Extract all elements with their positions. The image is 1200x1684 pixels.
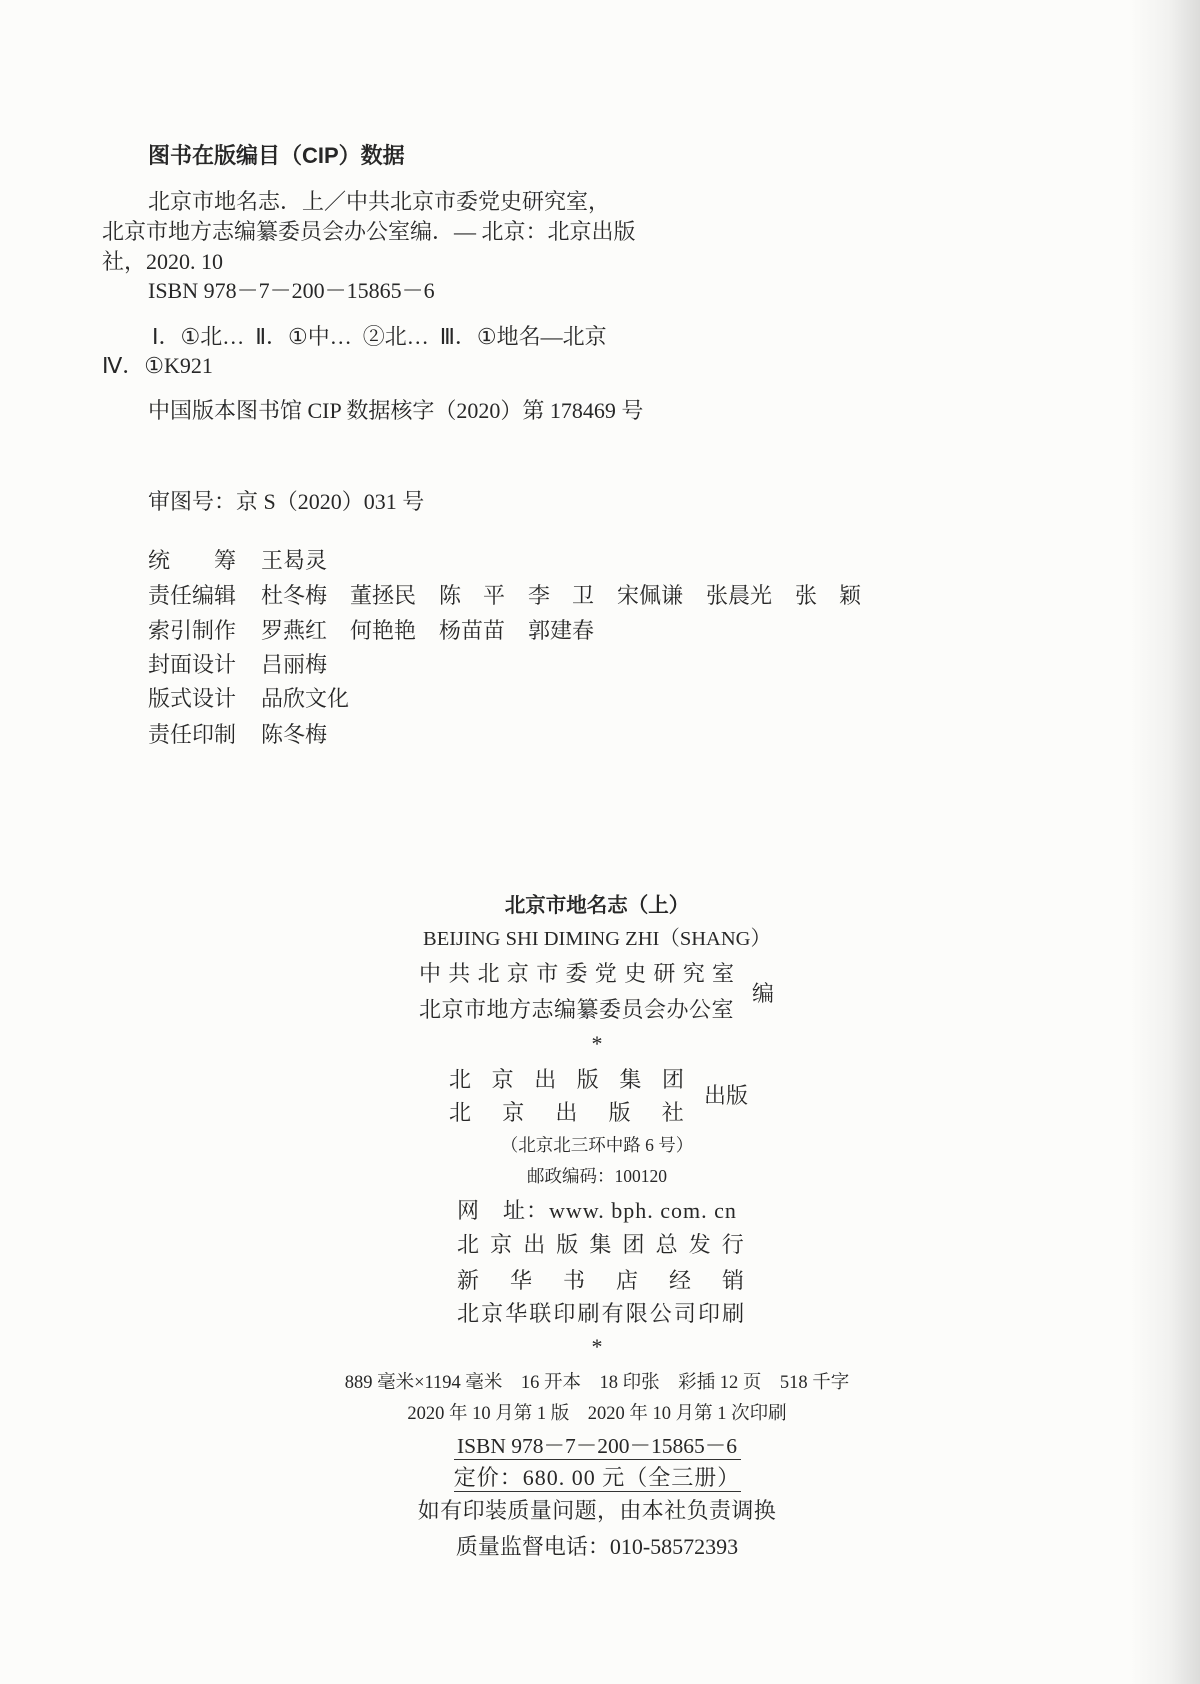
quality-notice: 如有印装质量问题，由本社负责调换: [417, 1498, 777, 1523]
publisher-role-label: 出版: [704, 1083, 749, 1108]
edition-info: 2020 年 10 月第 1 版 2020 年 10 月第 1 次印刷: [407, 1404, 787, 1424]
cip-entry-line: 北京市地名志．上／中共北京市委党史研究室，: [148, 189, 611, 214]
cip-classification-line: Ⅰ．①北… Ⅱ．①中… ②北… Ⅲ．①地名—北京: [152, 324, 607, 349]
staff-name: 品欣文化: [261, 686, 350, 711]
staff-name: 宋佩谦: [617, 583, 684, 608]
cip-classification-line: Ⅳ．①K921: [102, 353, 213, 378]
book-title: 北京市地名志（上）: [504, 894, 690, 917]
staff-name: 吕丽梅: [261, 652, 328, 677]
staff-names: [261, 581, 884, 611]
staff-names: [261, 616, 617, 646]
staff-row-printing: [0, 720, 1000, 750]
staff-row-cover-design: [0, 650, 1000, 680]
staff-name: 陈 平: [439, 583, 506, 608]
staff-role-label: 版式设计: [148, 686, 237, 711]
staff-row-layout-design: [0, 684, 1000, 714]
editor-name: 北京市地方志编纂委员会办公室: [419, 997, 735, 1022]
staff-name: 杨苗苗: [439, 618, 506, 643]
cip-heading: 图书在版编目（CIP）数据: [148, 143, 405, 168]
publisher-name: 北京出版社: [449, 1100, 716, 1125]
staff-names: [261, 650, 350, 680]
staff-name: 杜冬梅: [261, 583, 328, 608]
staff-row-editors: [0, 581, 1000, 611]
staff-name: 董拯民: [350, 583, 417, 608]
book-title-pinyin: BEIJING SHI DIMING ZHI（SHANG）: [423, 928, 771, 950]
staff-row-indexing: [0, 616, 1000, 646]
staff-name: 李 卫: [528, 583, 595, 608]
price-rule: [454, 1491, 741, 1492]
staff-name: 王曷灵: [261, 548, 328, 573]
editor-name: 中共北京市委党史研究室: [419, 961, 742, 986]
isbn: ISBN 978－7－200－15865－6: [456, 1434, 738, 1458]
staff-role-label: 责任编辑: [148, 583, 237, 608]
staff-role-label: 统 筹: [148, 548, 237, 573]
isbn-rule: [454, 1459, 741, 1460]
postcode: 邮政编码：100120: [527, 1166, 667, 1186]
staff-row-coordination: [0, 546, 1000, 576]
printer-line: 北京华联印刷有限公司印刷: [457, 1301, 747, 1326]
cip-entry-line: 北京市地方志编纂委员会办公室编．— 北京：北京出版: [102, 219, 636, 244]
map-approval-number: 审图号：京 S（2020）031 号: [148, 489, 425, 514]
staff-name: 张 颖: [795, 583, 862, 608]
staff-role-label: 封面设计: [148, 652, 237, 677]
staff-name: 张晨光: [706, 583, 773, 608]
sales-line: 新华书店经销: [457, 1268, 776, 1293]
price: 定价：680. 00 元（全三册）: [453, 1465, 741, 1490]
separator-asterisk: *: [591, 1334, 603, 1359]
staff-name: 陈冬梅: [261, 722, 328, 747]
cip-entry-line: 社，2020. 10: [102, 249, 224, 274]
quality-hotline: 质量监督电话：010-58572393: [455, 1534, 739, 1559]
format-specs: 889 毫米×1194 毫米 16 开本 18 印张 彩插 12 页 518 千字: [344, 1373, 850, 1393]
staff-names: [261, 720, 350, 750]
staff-name: 罗燕红: [261, 618, 328, 643]
separator-asterisk: *: [591, 1031, 603, 1056]
publisher-name: 北京出版集团: [449, 1067, 705, 1092]
cip-verification-number: 中国版本图书馆 CIP 数据核字（2020）第 178469 号: [148, 398, 644, 423]
website: 网 址：www. bph. com. cn: [457, 1198, 737, 1223]
staff-names: [261, 546, 350, 576]
distribution-line: 北京出版集团总发行: [457, 1232, 755, 1257]
staff-role-label: 责任印制: [148, 722, 237, 747]
staff-role-label: 索引制作: [148, 618, 237, 643]
editor-role-label: 编: [752, 981, 775, 1006]
publisher-address: （北京北三环中路 6 号）: [500, 1135, 694, 1155]
staff-names: [261, 684, 350, 714]
cip-isbn-line: ISBN 978－7－200－15865－6: [148, 278, 435, 303]
staff-name: 何艳艳: [350, 618, 417, 643]
staff-name: 郭建春: [528, 618, 595, 643]
